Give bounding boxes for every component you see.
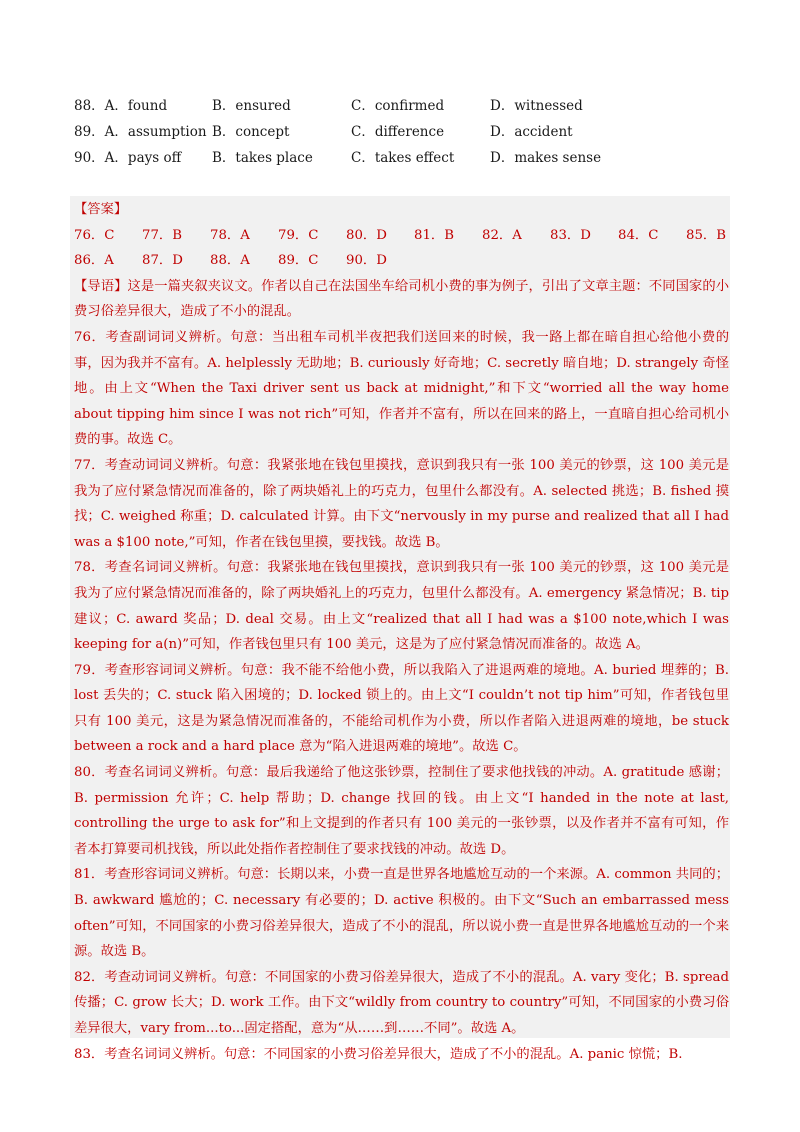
answer-86: 86．A: [74, 253, 114, 269]
option-90-a: 90．A．pays off: [74, 150, 182, 166]
option-89-c: C．difference: [351, 124, 445, 140]
answers-row-2: [74, 248, 729, 274]
option-row-88: [74, 95, 734, 121]
intro-paragraph: 【导语】这是一篇夹叙夹议文。作者以自己在法国坐车给司机小费的事为例子，引出了文章主题：不同国家的小费习俗差异很大，造成了不小的混乱。: [74, 278, 729, 320]
answer-81: 81．B: [414, 227, 454, 243]
answer-section: [74, 197, 729, 1067]
explanation-80: 80．考查名词词义辨析。句意：最后我递给了他这张钞票，控制住了要求他找钱的冲动。A. gratitude 感谢；B. permission 允许；C. help 帮助；D. change 找回的钱。由上文“I handed in the note at last, controlling the urge to ask for”和上文提到的作者只有 100 美元的一张钞票，以及作者并不富有可知，作者本打算要司机找钱，所以此处指作者控制住了要求找钱的冲动。故选 D。: [74, 765, 729, 857]
answer-80: 80．D: [346, 227, 387, 243]
option-88-b: B．ensured: [212, 98, 291, 114]
option-89-b: B．concept: [212, 124, 290, 140]
explanation-83: 83．考查名词词义辨析。句意：不同国家的小费习俗差异很大，造成了不小的混乱。A. panic 惊慌；B.: [74, 1046, 683, 1062]
option-88-c: C．confirmed: [351, 98, 445, 114]
answer-84: 84．C: [618, 227, 659, 243]
answer-88: 88．A: [210, 253, 250, 269]
explanation-78: 78．考查名词词义辨析。句意：我紧张地在钱包里摸找，意识到我只有一张 100 美元的钞票，这 100 美元是我为了应付紧急情况而准备的，除了两块婚礼上的巧克力，包里什么都没有。A. emergency 紧急情况；B. tip 建议；C. award 奖品；D. deal 交易。由上文“realized that all I had was a $100 note,which I was keeping for a(n)”可知，作者钱包里只有 100 美元，这是为了应付紧急情况而准备的。故选 A。: [74, 560, 729, 653]
answer-82: 82．A: [482, 227, 522, 243]
explanation-82: 82．考查动词词义辨析。句意：不同国家的小费习俗差异很大，造成了不小的混乱。A. vary 变化；B. spread 传播；C. grow 长大；D. work 工作。由下文“wildly from country to country”可知，不同国家的小费习俗差异很大，vary from...to...固定搭配，意为“从……到……不同”。故选 A。: [74, 969, 729, 1036]
option-88-a: 88．A．found: [74, 98, 168, 114]
answer-options: [74, 95, 734, 173]
answer-89: 89．C: [278, 253, 319, 269]
answer-76: 76．C: [74, 227, 115, 243]
option-89-d: D．accident: [490, 124, 573, 140]
explanation-81: 81．考查形容词词义辨析。句意：长期以来，小费一直是世界各地尴尬互动的一个来源。A. common 共同的；B. awkward 尴尬的；C. necessary 有必要的；D. active 积极的。由下文“Such an embarrassed mess often”可知，不同国家的小费习俗差异很大，造成了不小的混乱，所以说小费一直是世界各地尴尬互动的一个来源。故选 B。: [74, 867, 729, 960]
option-row-89: [74, 121, 734, 147]
option-89-a: 89．A．assumption: [74, 124, 207, 140]
answer-77: 77．B: [142, 227, 182, 243]
option-90-c: C．takes effect: [351, 150, 455, 166]
answer-87: 87．D: [142, 253, 183, 269]
option-88-d: D．witnessed: [490, 98, 583, 114]
answer-78: 78．A: [210, 227, 250, 243]
option-90-d: D．makes sense: [490, 150, 602, 166]
option-row-90: [74, 147, 734, 173]
answer-header: 【答案】: [74, 202, 128, 217]
explanation-77: 77．考查动词词义辨析。句意：我紧张地在钱包里摸找，意识到我只有一张 100 美元的钞票，这 100 美元是我为了应付紧急情况而准备的，除了两块婚礼上的巧克力，包里什么都没有。A. selected 挑选；B. fished 摸找；C. weighed 称重；D. calculated 计算。由下文“nervously in my purse and realized that all I had was a $100 note,”可知，作者在钱包里摸，要找钱。故选 B。: [74, 457, 729, 550]
answer-83: 83．D: [550, 227, 591, 243]
answer-85: 85．B: [686, 227, 726, 243]
explanation-76: 76．考查副词词义辨析。句意：当出租车司机半夜把我们送回来的时候，我一路上都在暗自担心给他小费的事，因为我并不富有。A. helplessly 无助地；B. curiously 好奇地；C. secretly 暗自地；D. strangely 奇怪地。由上文“When the Taxi driver sent us back at midnight,”和下文“worried all the way home about tipping him since I was not rich”可知，作者并不富有，所以在回来的路上，一直暗自担心给司机小费的事。故选 C。: [74, 329, 729, 448]
option-90-b: B．takes place: [212, 150, 313, 166]
explanation-79: 79．考查形容词词义辨析。句意：我不能不给他小费，所以我陷入了进退两难的境地。A. buried 埋葬的；B. lost 丢失的；C. stuck 陷入困境的；D. locked 锁上的。由上文“I couldn’t not tip him”可知，作者钱包里只有 100 美元，这是为紧急情况而准备的，不能给司机作为小费，所以作者陷入进退两难的境地，be stuck between a rock and a hard place 意为“陷入进退两难的境地”。故选 C。: [74, 662, 729, 755]
answer-90: 90．D: [346, 253, 387, 269]
answers-row-1: [74, 223, 729, 249]
answer-79: 79．C: [278, 227, 319, 243]
